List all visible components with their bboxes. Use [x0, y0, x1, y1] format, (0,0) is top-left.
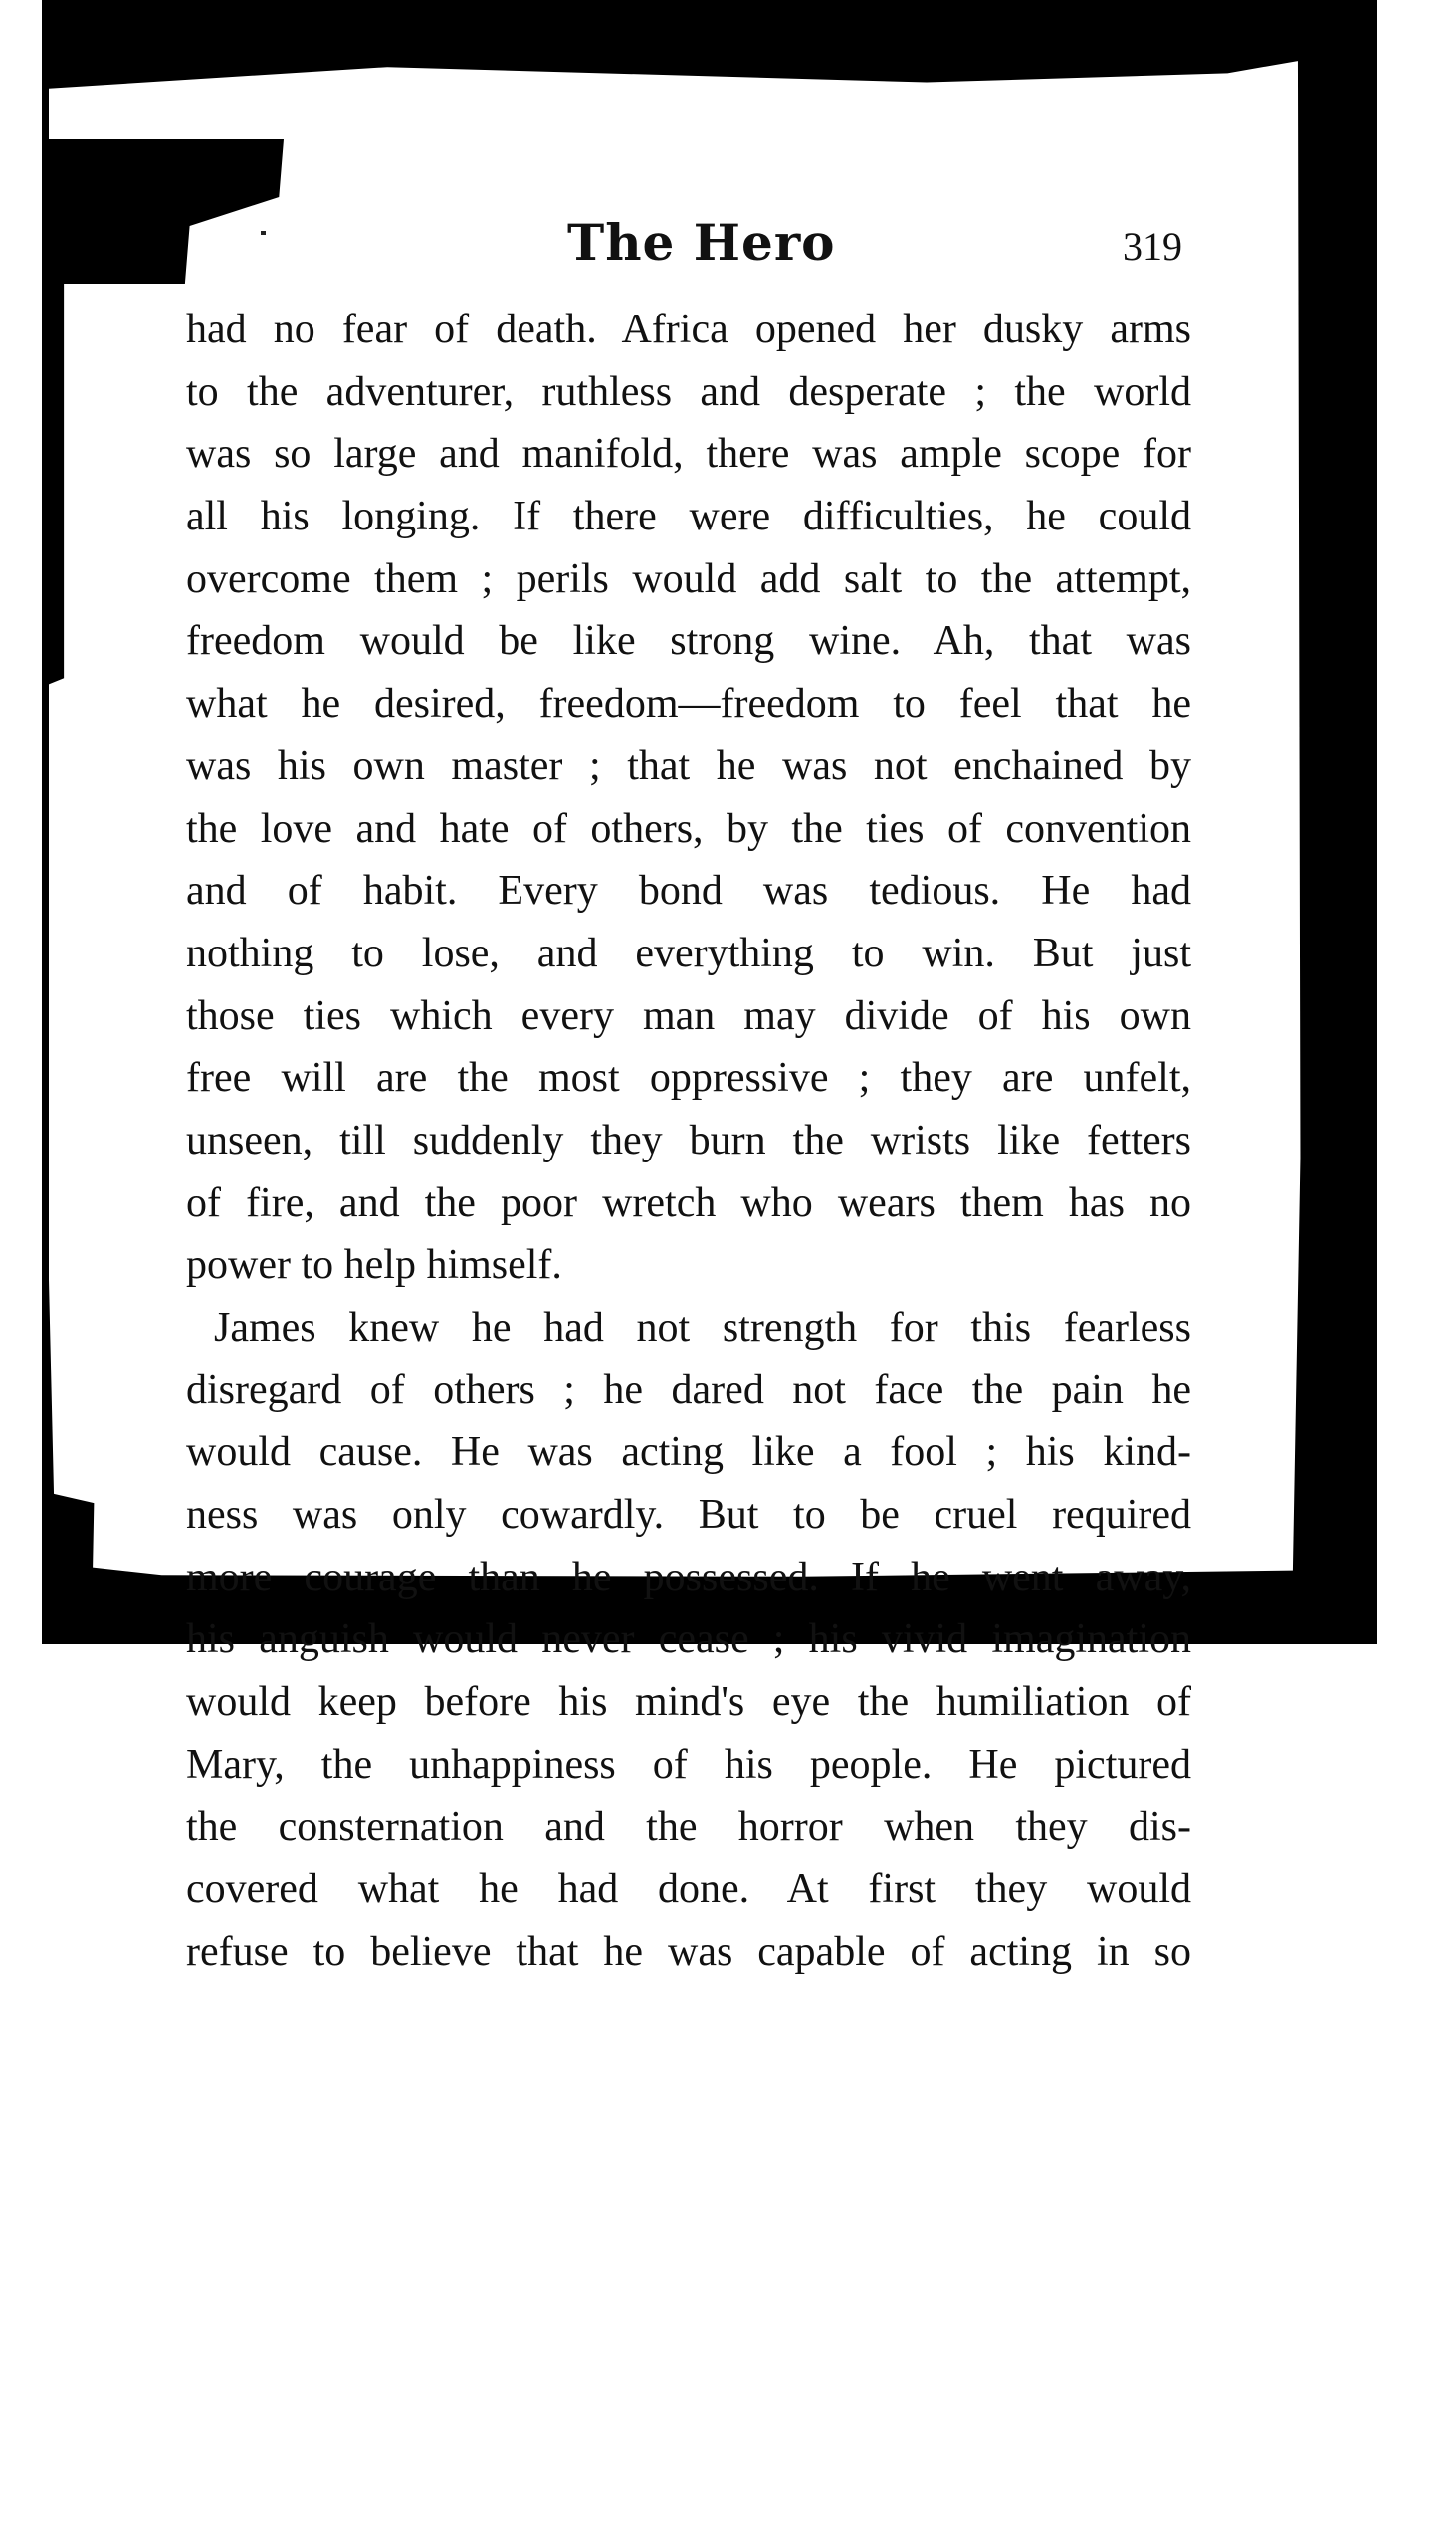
- text-line: the love and hate of others, by the ties of convention: [186, 805, 1191, 852]
- text-line: disregard of others ; he dared not face the pain he: [186, 1367, 1191, 1413]
- running-head: The Hero: [567, 213, 836, 272]
- paragraph-end-line: power to help himself.: [186, 1242, 562, 1289]
- text-line: the consternation and the horror when they dis-: [186, 1803, 1191, 1850]
- text-line: ness was only cowardly. But to be cruel required: [186, 1492, 1191, 1539]
- paragraph-start-line: James knew he had not strength for this fearless: [214, 1305, 1191, 1351]
- text-line: all his longing. If there were difficulties, he could: [186, 494, 1191, 540]
- print-speck: [261, 231, 266, 235]
- text-line: to the adventurer, ruthless and desperate ; the world: [186, 368, 1191, 415]
- text-line: refuse to believe that he was capable of acting in so: [186, 1928, 1191, 1975]
- text-line: overcome them ; perils would add salt to the attempt,: [186, 555, 1191, 602]
- text-line: Mary, the unhappiness of his people. He pictured: [186, 1741, 1191, 1788]
- text-line: nothing to lose, and everything to win. But just: [186, 930, 1191, 976]
- text-line: those ties which every man may divide of his own: [186, 992, 1191, 1039]
- text-line: was so large and manifold, there was ample scope for: [186, 431, 1191, 478]
- scan-shadow-corner: [1135, 0, 1190, 68]
- text-line: would keep before his mind's eye the humiliation of: [186, 1679, 1191, 1726]
- text-line: and of habit. Every bond was tedious. He had: [186, 868, 1191, 915]
- page-number: 319: [1123, 224, 1182, 269]
- text-line: his anguish would never cease ; his vivid imagination: [186, 1616, 1191, 1663]
- text-line: more courage than he possessed. If he went away,: [186, 1554, 1191, 1600]
- body-text: [186, 299, 1191, 1984]
- text-line: covered what he had done. At first they would: [186, 1866, 1191, 1913]
- text-line: unseen, till suddenly they burn the wrists like fetters: [186, 1117, 1191, 1163]
- text-line: would cause. He was acting like a fool ; his kind-: [186, 1429, 1191, 1476]
- text-line: what he desired, freedom—freedom to feel that he: [186, 681, 1191, 728]
- text-line: free will are the most oppressive ; they are unfelt,: [186, 1055, 1191, 1102]
- text-line: freedom would be like strong wine. Ah, that was: [186, 618, 1191, 665]
- text-line: had no fear of death. Africa opened her dusky arms: [186, 307, 1191, 352]
- text-line: was his own master ; that he was not enchained by: [186, 742, 1191, 789]
- text-line: of fire, and the poor wretch who wears them has no: [186, 1179, 1191, 1226]
